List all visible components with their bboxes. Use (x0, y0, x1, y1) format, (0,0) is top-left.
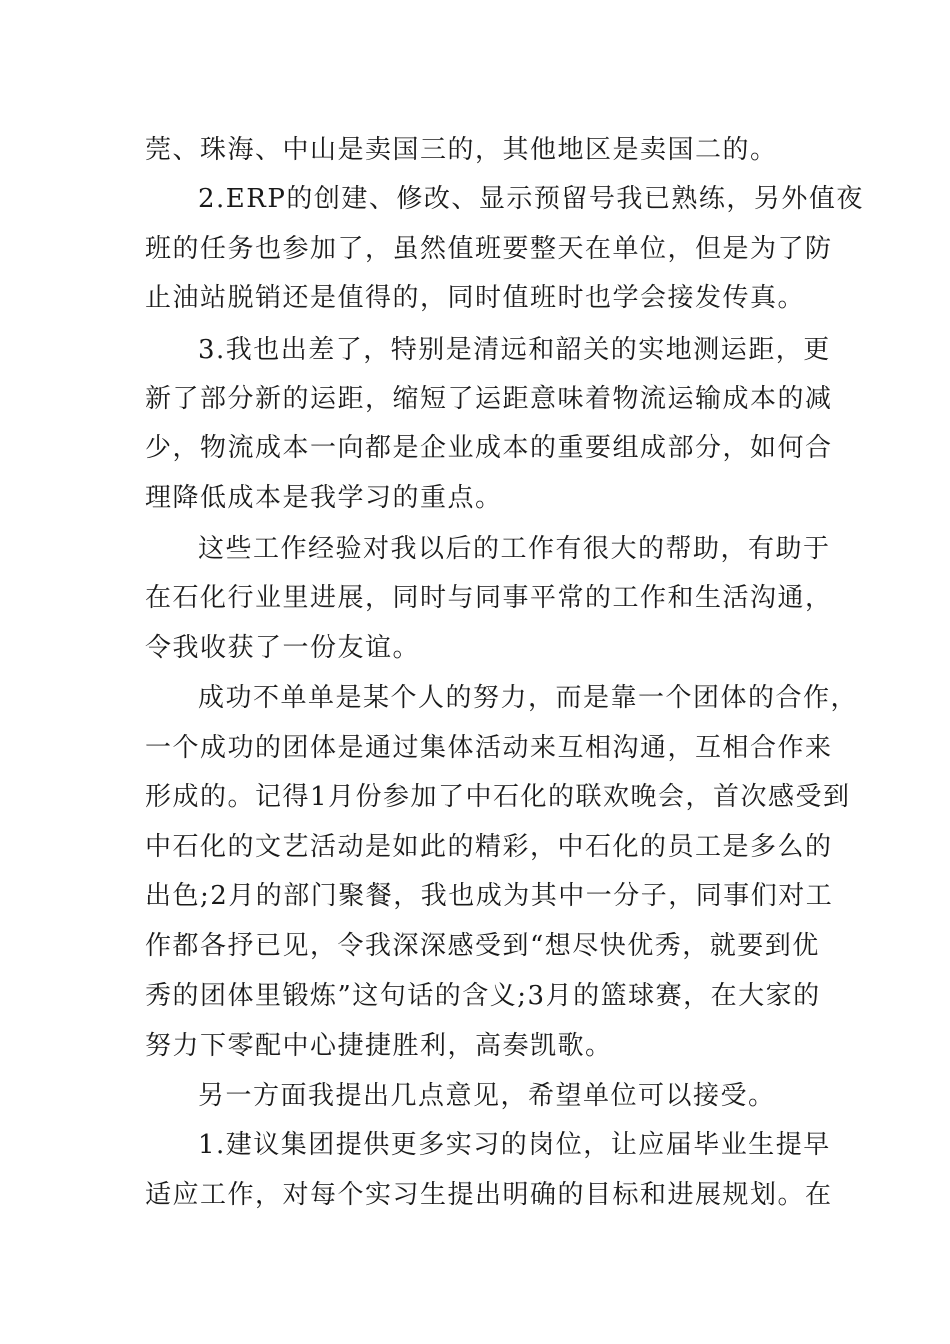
text-line: 班的任务也参加了，虽然值班要整天在单位，但是为了防 (145, 234, 833, 264)
text-line: 成功不单单是某个人的努力，而是靠一个团体的合作， (198, 683, 859, 713)
text-line: 作都各抒已见，令我深深感受到“想尽快优秀，就要到优 (145, 931, 820, 961)
text-line: 在石化行业里进展，同时与同事平常的工作和生活沟通， (145, 583, 833, 613)
text-line: 秀的团体里锻炼”这句话的含义;3月的篮球赛，在大家的 (145, 981, 821, 1011)
text-line: 3.我也出差了，特别是清远和韶关的实地测运距，更 (198, 335, 831, 365)
text-line: 这些工作经验对我以后的工作有很大的帮助，有助于 (198, 534, 831, 564)
text-line: 努力下零配中心捷捷胜利，高奏凯歌。 (145, 1031, 613, 1061)
text-line: 另一方面我提出几点意见，希望单位可以接受。 (198, 1081, 776, 1111)
text-line: 中石化的文艺活动是如此的精彩，中石化的员工是多么的 (145, 832, 833, 862)
text-line: 出色;2月的部门聚餐，我也成为其中一分子，同事们对工 (145, 881, 834, 911)
text-line: 令我收获了一份友谊。 (145, 633, 421, 663)
text-line: 少，物流成本一向都是企业成本的重要组成部分，如何合 (145, 433, 833, 463)
text-line: 1.建议集团提供更多实习的岗位，让应届毕业生提早 (198, 1130, 831, 1160)
text-line: 形成的。记得1月份参加了中石化的联欢晚会，首次感受到 (145, 782, 851, 812)
text-line: 适应工作，对每个实习生提出明确的目标和进展规划。在 (145, 1180, 833, 1210)
text-line: 一个成功的团体是通过集体活动来互相沟通，互相合作来 (145, 733, 833, 763)
text-line: 新了部分新的运距，缩短了运距意味着物流运输成本的减 (145, 384, 833, 414)
text-line: 止油站脱销还是值得的，同时值班时也学会接发传真。 (145, 283, 806, 313)
text-line: 理降低成本是我学习的重点。 (145, 483, 503, 513)
text-line: 2.ERP的创建、修改、显示预留号我已熟练，另外值夜 (198, 184, 864, 214)
text-line: 莞、珠海、中山是卖国三的，其他地区是卖国二的。 (145, 135, 778, 165)
